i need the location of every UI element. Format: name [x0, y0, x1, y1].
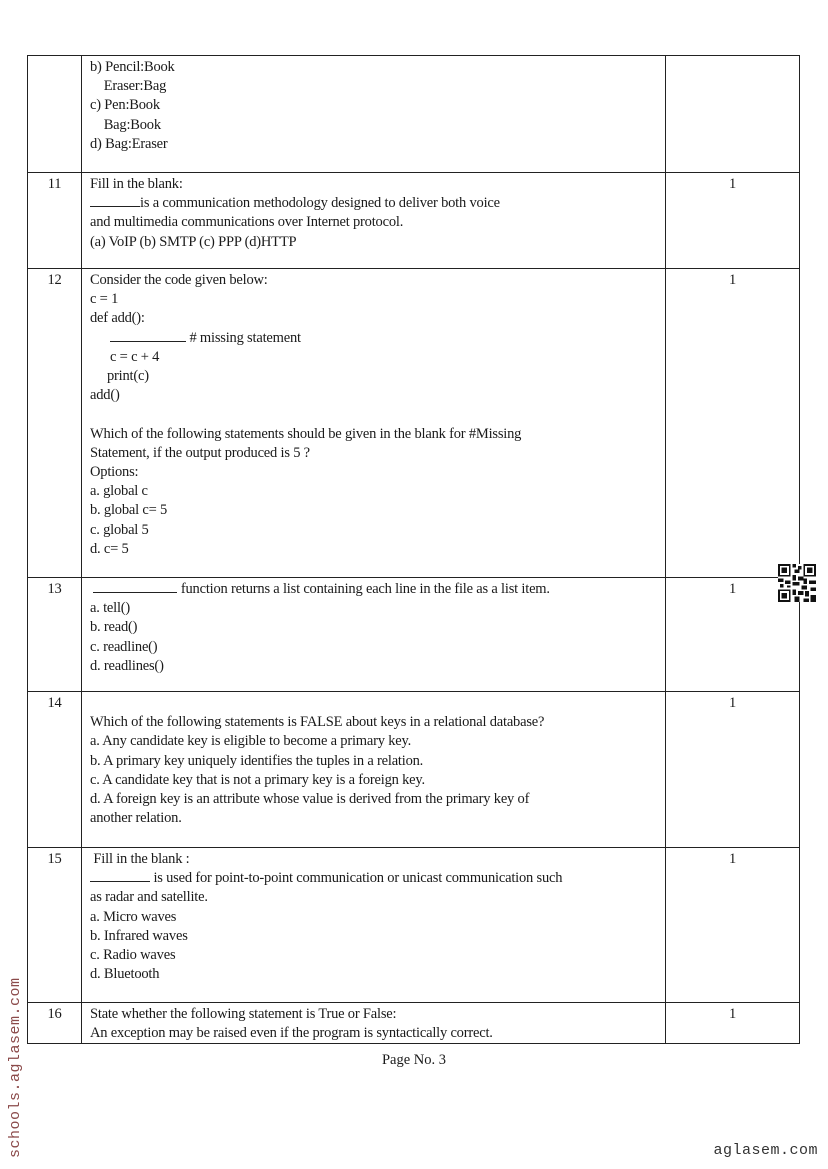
question-table	[27, 55, 800, 1044]
option-line: d) Bag:Eraser	[90, 135, 168, 152]
option-line: b. read()	[90, 619, 138, 636]
question-number: 14	[28, 692, 82, 848]
option-line: b) Pencil:Book	[90, 59, 175, 75]
question-row-14	[28, 692, 800, 848]
code-line: def add():	[90, 310, 145, 327]
option-line: Eraser:Bag	[90, 78, 167, 95]
code-line-missing: # missing statement	[90, 329, 665, 348]
fill-blank	[90, 194, 140, 207]
option-line: b. A primary key uniquely identifies the tuples in a relation.	[90, 752, 424, 769]
question-text-with-blank: function returns a list containing each line in the file as a list item.	[90, 580, 665, 599]
question-number: 16	[28, 1003, 82, 1044]
question-text: as radar and satellite.	[90, 889, 208, 906]
options-label: Options:	[90, 464, 139, 481]
option-line: Bag:Book	[90, 116, 161, 133]
spacer	[90, 405, 665, 424]
option-line: b. global c= 5	[90, 502, 168, 519]
option-line: c. global 5	[90, 521, 149, 538]
option-line: (a) VoIP (b) SMTP (c) PPP (d)HTTP	[90, 233, 297, 250]
question-body	[82, 692, 666, 848]
side-watermark: schools.aglasem.com	[7, 977, 24, 1158]
question-text: Fill in the blank:	[90, 176, 183, 192]
question-row-16	[28, 1003, 800, 1044]
question-text: An exception may be raised even if the program is syntactically correct.	[90, 1025, 493, 1042]
question-row-continuation	[28, 56, 800, 173]
spacer	[90, 694, 665, 713]
question-body	[82, 173, 666, 269]
question-text: Which of the following statements should be given in the blank for #Missing	[90, 425, 522, 442]
question-body	[82, 269, 666, 578]
option-line: c. Radio waves	[90, 947, 176, 964]
question-number: 15	[28, 848, 82, 1003]
question-marks: 1	[666, 1003, 800, 1044]
code-line: add()	[90, 387, 120, 404]
option-line: another relation.	[90, 810, 182, 827]
option-line: d. c= 5	[90, 540, 129, 557]
question-body	[82, 848, 666, 1003]
question-row-15	[28, 848, 800, 1003]
question-number: 11	[28, 173, 82, 269]
question-text: Fill in the blank :	[90, 851, 190, 867]
question-marks: 1	[666, 848, 800, 1003]
question-row-11	[28, 173, 800, 269]
question-marks: 1	[666, 692, 800, 848]
option-line: b. Infrared waves	[90, 927, 188, 944]
question-marks: 1	[666, 269, 800, 578]
question-number: 12	[28, 269, 82, 578]
fill-blank	[90, 869, 150, 882]
code-line: c = 1	[90, 291, 119, 308]
question-body	[82, 1003, 666, 1044]
question-number: 13	[28, 578, 82, 692]
corner-watermark: aglasem.com	[713, 1142, 818, 1159]
option-line: a. Any candidate key is eligible to become a primary key.	[90, 733, 412, 750]
fill-blank	[93, 580, 177, 593]
question-text: Statement, if the output produced is 5 ?	[90, 444, 310, 461]
option-line: a. global c	[90, 483, 148, 500]
question-body	[82, 56, 666, 173]
fill-blank	[110, 329, 186, 342]
question-marks	[666, 56, 800, 173]
question-row-13	[28, 578, 800, 692]
option-line: a. tell()	[90, 600, 131, 617]
question-marks: 1	[666, 578, 800, 692]
question-text: and multimedia communications over Internet protocol.	[90, 214, 404, 231]
qr-code-icon	[778, 564, 816, 602]
option-line: c. A candidate key that is not a primary key is a foreign key.	[90, 771, 425, 788]
option-line: c. readline()	[90, 638, 158, 655]
question-row-12	[28, 269, 800, 578]
question-body	[82, 578, 666, 692]
question-number	[28, 56, 82, 173]
option-line: a. Micro waves	[90, 908, 177, 925]
page-number: Page No. 3	[381, 1052, 447, 1068]
option-line: d. A foreign key is an attribute whose value is derived from the primary key of	[90, 791, 530, 808]
question-text-with-blank: is a communication methodology designed to deliver both voice	[90, 194, 665, 213]
question-marks: 1	[666, 173, 800, 269]
question-text-with-blank: is used for point-to-point communication or unicast communication such	[90, 869, 665, 888]
question-text: Consider the code given below:	[90, 272, 268, 288]
option-line: d. Bluetooth	[90, 966, 160, 983]
option-line: c) Pen:Book	[90, 97, 160, 114]
code-line: c = c + 4	[110, 348, 160, 365]
option-line: d. readlines()	[90, 657, 164, 674]
question-text: Which of the following statements is FALSE about keys in a relational database?	[90, 714, 545, 731]
code-line: print(c)	[107, 368, 149, 385]
question-text: State whether the following statement is True or False:	[90, 1006, 397, 1022]
